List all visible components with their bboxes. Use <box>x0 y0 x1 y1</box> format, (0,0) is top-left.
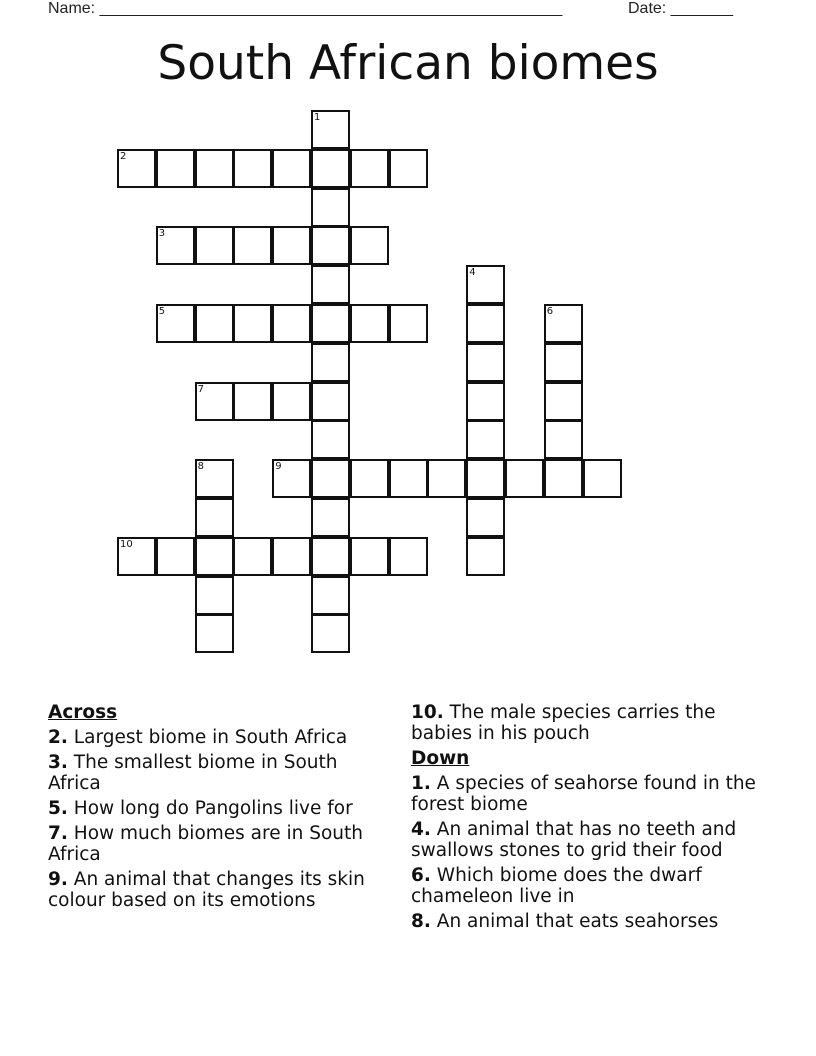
grid-cell[interactable] <box>544 420 583 459</box>
grid-cell[interactable] <box>389 304 428 343</box>
page-title: South African biomes <box>157 36 659 91</box>
grid-cell[interactable] <box>466 304 505 343</box>
grid-cell[interactable] <box>272 149 311 188</box>
clue-number: 6 <box>546 306 554 317</box>
grid-cell[interactable] <box>195 226 234 265</box>
clue-across-7: 7. How much biomes are in South Africa <box>48 823 363 865</box>
clue-across-5: 5. How long do Pangolins live for <box>48 798 353 819</box>
grid-cell[interactable] <box>311 149 350 188</box>
grid-cell[interactable] <box>233 149 272 188</box>
grid-cell[interactable] <box>544 343 583 382</box>
grid-cell[interactable] <box>466 537 505 576</box>
grid-cell[interactable] <box>466 382 505 421</box>
grid-cell[interactable] <box>156 537 195 576</box>
grid-cell[interactable] <box>389 459 428 498</box>
date-field-label[interactable]: Date: _______ <box>628 0 733 17</box>
grid-cell[interactable] <box>311 110 350 149</box>
across-heading: Across <box>48 702 118 723</box>
grid-cell[interactable] <box>233 537 272 576</box>
clue-down-6: 6. Which biome does the dwarf chameleon live in <box>411 865 702 907</box>
grid-cell[interactable] <box>311 537 350 576</box>
grid-cell[interactable] <box>195 614 234 653</box>
grid-cell[interactable] <box>272 382 311 421</box>
grid-cell[interactable] <box>389 537 428 576</box>
grid-cell[interactable] <box>466 265 505 304</box>
clue-number: 4 <box>469 267 476 279</box>
down-heading: Down <box>411 748 470 769</box>
grid-cell[interactable] <box>350 459 389 498</box>
grid-cell[interactable] <box>195 304 234 343</box>
clue-across-10: 10. The male species carries the babies in his pouch <box>411 702 716 744</box>
grid-cell[interactable] <box>466 498 505 537</box>
clue-number: 8 <box>197 461 204 473</box>
grid-cell[interactable] <box>272 226 311 265</box>
grid-cell[interactable] <box>272 537 311 576</box>
clue-number: 9 <box>275 461 282 473</box>
grid-cell[interactable] <box>311 420 350 459</box>
clue-across-3: 3. The smallest biome in South Africa <box>48 752 338 794</box>
grid-cell[interactable] <box>583 459 622 498</box>
grid-cell[interactable] <box>311 226 350 265</box>
grid-cell[interactable] <box>466 459 505 498</box>
grid-cell[interactable] <box>350 149 389 188</box>
clue-across-2: 2. Largest biome in South Africa <box>48 727 348 748</box>
clue-number: 1 <box>314 112 321 123</box>
grid-cell[interactable] <box>466 343 505 382</box>
grid-cell[interactable] <box>350 226 389 265</box>
grid-cell[interactable] <box>311 498 350 537</box>
clue-number: 7 <box>197 383 204 395</box>
grid-cell[interactable] <box>544 304 583 343</box>
grid-cell[interactable] <box>233 304 272 343</box>
clue-number: 10 <box>120 538 133 550</box>
grid-cell[interactable] <box>350 537 389 576</box>
grid-cell[interactable] <box>311 343 350 382</box>
clue-number: 3 <box>158 228 166 240</box>
grid-cell[interactable] <box>311 614 350 653</box>
grid-cell[interactable] <box>311 265 350 304</box>
clue-down-1: 1. A species of seahorse found in the forest biome <box>411 773 756 815</box>
grid-cell[interactable] <box>233 382 272 421</box>
grid-cell[interactable] <box>311 304 350 343</box>
grid-cell[interactable] <box>195 459 234 498</box>
clue-number: 2 <box>120 150 127 162</box>
grid-cell[interactable] <box>272 304 311 343</box>
grid-cell[interactable] <box>389 149 428 188</box>
grid-cell[interactable] <box>505 459 544 498</box>
grid-cell[interactable] <box>117 537 156 576</box>
grid-cell[interactable] <box>466 420 505 459</box>
grid-cell[interactable] <box>311 576 350 615</box>
grid-cell[interactable] <box>544 382 583 421</box>
grid-cell[interactable] <box>427 459 466 498</box>
grid-cell[interactable] <box>156 304 195 343</box>
grid-cell[interactable] <box>195 537 234 576</box>
grid-cell[interactable] <box>233 226 272 265</box>
clue-across-9: 9. An animal that changes its skin colour based on its emotions <box>48 869 365 911</box>
grid-cell[interactable] <box>195 382 234 421</box>
clue-down-8: 8. An animal that eats seahorses <box>411 911 719 932</box>
grid-cell[interactable] <box>195 149 234 188</box>
clue-number: 5 <box>158 306 166 317</box>
grid-cell[interactable] <box>311 459 350 498</box>
clue-down-4: 4. An animal that has no teeth and swallows stones to grid their food <box>411 819 737 861</box>
grid-cell[interactable] <box>311 188 350 227</box>
grid-cell[interactable] <box>272 459 311 498</box>
grid-cell[interactable] <box>117 149 156 188</box>
grid-cell[interactable] <box>350 304 389 343</box>
grid-cell[interactable] <box>195 576 234 615</box>
clues-right-column <box>411 702 761 936</box>
grid-cell[interactable] <box>156 226 195 265</box>
clues-left-column <box>48 702 388 915</box>
grid-cell[interactable] <box>311 382 350 421</box>
grid-cell[interactable] <box>156 149 195 188</box>
grid-cell[interactable] <box>195 498 234 537</box>
grid-cell[interactable] <box>544 459 583 498</box>
name-field-label[interactable]: Name: ____________________________________________________ <box>48 0 563 17</box>
